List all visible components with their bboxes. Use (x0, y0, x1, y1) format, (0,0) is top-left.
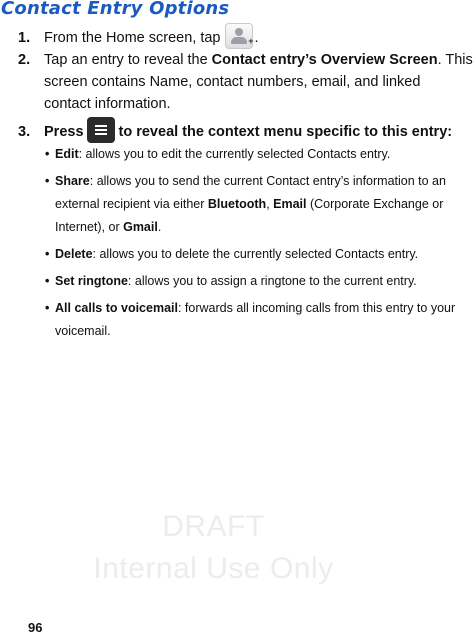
option-share: • Share: allows you to send the current Contact entry’s information to an external recipient via either Bluetooth, Email (Corporate Exchange or Internet), or Gmail. (45, 174, 446, 234)
gmail-term: Gmail (123, 220, 158, 234)
step-text-end: . (254, 30, 259, 46)
section-title: Contact Entry Options (1, 0, 230, 19)
step-text: From the Home screen, tap (44, 30, 221, 46)
watermark-internal-use: Internal Use Only (93, 552, 334, 585)
step-text: Press (44, 124, 84, 140)
email-term: Email (273, 197, 307, 211)
option-term: All calls to voicemail (55, 301, 178, 315)
bluetooth-term: Bluetooth (207, 197, 267, 211)
option-delete: • Delete: allows you to delete the currently selected Contacts entry. (45, 247, 419, 261)
option-edit: • Edit: allows you to edit the currently selected Contacts entry. (45, 147, 391, 161)
option-description: : allows you to delete the currently selected Contacts entry. (92, 247, 419, 261)
option-description-line2: voicemail. (55, 324, 111, 338)
option-term: Set ringtone (55, 274, 128, 288)
step-text-line3: contact information. (44, 96, 171, 112)
option-description-line3: Internet), or (55, 220, 124, 234)
option-description-line2-end: (Corporate Exchange or (306, 197, 444, 211)
step-number: 1. (18, 30, 31, 46)
watermark-draft: DRAFT (162, 510, 265, 543)
step-text: Tap an entry to reveal the (44, 52, 212, 68)
option-description: : allows you to edit the currently selected Contacts entry. (78, 147, 391, 161)
contacts-app-icon: + (225, 23, 253, 49)
step-number: 3. (18, 124, 31, 140)
option-term: Share (55, 174, 90, 188)
step-text-bold: Contact entry’s Overview Screen (211, 52, 438, 68)
step-text-line2: screen contains Name, contact numbers, email, and linked (44, 74, 421, 90)
option-set-ringtone: • Set ringtone: allows you to assign a ringtone to the current entry. (45, 274, 417, 288)
page-number: 96 (28, 620, 43, 635)
option-description: : allows you to send the current Contact entry’s information to an (89, 174, 446, 188)
separator: , (266, 197, 274, 211)
option-term: Delete (55, 247, 93, 261)
option-term: Edit (55, 147, 79, 161)
option-description-line3-end: . (157, 220, 162, 234)
menu-key-icon (87, 117, 115, 143)
option-description-line2: external recipient via either (55, 197, 208, 211)
option-description: : forwards all incoming calls from this entry to your (177, 301, 456, 315)
option-list (0, 143, 456, 343)
option-all-calls-to-voicemail: • All calls to voicemail: forwards all incoming calls from this entry to your voicemail. (0, 297, 427, 343)
option-description: : allows you to assign a ringtone to the current entry. (127, 274, 417, 288)
step-text-end: . This (437, 52, 473, 68)
step-text-end: to reveal the context menu specific to this entry: (118, 124, 453, 140)
step-number: 2. (18, 52, 31, 68)
